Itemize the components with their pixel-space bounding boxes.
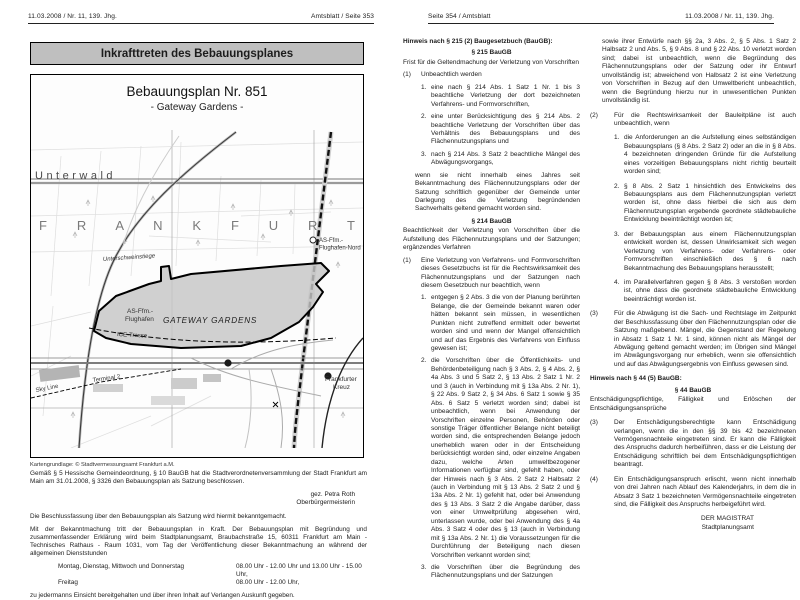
label-frankfurter-kreuz-1: Frankfurter	[325, 376, 357, 383]
page-354	[400, 0, 800, 600]
label-as-ffm-2: Flughafen	[125, 316, 154, 323]
item-text: die Anforderungen an die Aufstellung eines selbständigen Bebauungsplans (§ 8 Abs. 2 Satz 2) oder an die in § 8 Abs. 4 bezeichneten dringenden Gründe für die Aufstellung eines vorzeitigen Bebauungsplans nicht richtig beurteilt worden sind;	[624, 134, 796, 176]
label-terminal-2: Terminal 2	[92, 374, 121, 384]
article-title: Inkrafttreten des Bebauungsplanes	[100, 47, 294, 60]
hours-days-1: Montag, Dienstag, Mittwoch und Donnerstag	[58, 562, 185, 570]
header-page-number: Seite 354 / Amtsblatt	[428, 13, 491, 20]
signature-title: Oberbürgermeisterin	[296, 499, 355, 507]
legal-column-1	[403, 38, 580, 590]
signature-name: DER MAGISTRAT	[701, 515, 754, 523]
map-title: Bebauungsplan Nr. 851	[126, 84, 268, 99]
item-text: die Vorschriften über die Begründung des Flächennutzungsplans und der Satzungen	[431, 563, 580, 580]
signature-name: gez. Petra Roth	[310, 491, 355, 498]
paragraph-215-tail: wenn sie nicht innerhalb eines Jahres seit Bekanntmachung des Flächennutzungsplans oder der Satzung schriftlich gegenüber der Gemeinde unter Darlegung des die Verletzung begründenden Sachverhalts geltend gemacht worden sind.	[415, 171, 580, 213]
item-number: 2.	[614, 182, 620, 190]
label-as-ffm-nord-1: AS-Ffm.-	[319, 238, 343, 244]
office-hours-row	[58, 579, 367, 587]
page-353-header	[28, 13, 374, 24]
label-as-ffm-nord-2: Flughafen-Nord	[319, 245, 361, 252]
hinweis-44-heading: Hinweis nach § 44 (5) BauGB:	[590, 375, 682, 383]
item-number: 3.	[421, 150, 427, 158]
item-number: 1.	[614, 134, 620, 142]
item-text: nach § 214 Abs. 3 Satz 2 beachtliche Mängel des Abwägungsvorgangs,	[431, 150, 580, 167]
item-number: 1.	[421, 83, 427, 91]
signature-block	[30, 491, 367, 508]
article-title-box	[30, 42, 364, 65]
header-page-number: Amtsblatt / Seite 353	[311, 13, 374, 20]
item-number: 4.	[614, 278, 620, 286]
item-text: eine unter Berücksichtigung des § 214 Abs. 2 beachtliche Verletzung der Vorschriften über das Verhältnis des Bebauungsplans und des Flächennutzungsplans und	[431, 113, 580, 146]
hours-days-2: Freitag	[58, 578, 78, 586]
paragraph-44-3	[590, 419, 796, 470]
paragraph-text: Unbeachtlich werden	[421, 71, 482, 79]
label-ice-trasse: ICE-Trasse	[116, 332, 148, 340]
buildings	[39, 365, 221, 405]
header-date: 11.03.2008 / Nr. 11, 139. Jhg.	[685, 13, 774, 20]
paragraph-text: Ein Entschädigungsanspruch erlischt, wenn nicht innerhalb von drei Jahren nach Ablauf des Kalenderjahrs, in dem die in Absatz 3 Satz 1 bezeichneten Vermögensnachteile eingetreten sind, die Fälligkeit des Anspruchs herbeigeführt wird.	[614, 475, 796, 508]
city-map	[31, 116, 363, 448]
item-text: § 8 Abs. 2 Satz 1 hinsichtlich des Entwickelns des Bebauungsplans aus dem Flächennutzungsplan verletzt worden ist, ohne dass hierbei die sich aus dem Flächennutzungsplan ergebende geordnete städtebauliche Entwicklung beeinträchtigt worden ist;	[624, 182, 796, 224]
label-unterschweinstiege: Unterschweinstiege	[102, 253, 156, 263]
section-214-subtitle: Beachtlichkeit der Verletzung von Vorschriften über die Aufstellung des Flächennutzungsplans und der Satzungen; ergänzendes Verfahren	[403, 227, 580, 252]
closing-paragraph: zu jedermanns Einsicht bereitgehalten und über ihren Inhalt auf Verlangen Auskunft gegeben.	[30, 591, 295, 599]
item-number: 3.	[421, 563, 427, 571]
section-44-subtitle: Entschädigungspflichtige, Fälligkeit und Erlöschen der Entschädigungsansprüche	[590, 396, 796, 412]
paragraph-tag: (3)	[590, 310, 598, 318]
label-sky-line: Sky Line	[35, 383, 59, 394]
office-hours-row	[58, 563, 367, 579]
item-number: 1.	[421, 294, 427, 302]
list-item	[614, 134, 796, 176]
hours-times-2: 08.00 Uhr - 12.00 Uhr,	[236, 578, 300, 586]
item-number: 2.	[421, 113, 427, 121]
item-text: die Vorschriften über die Öffentlichkeits- und Behördenbeteiligung nach § 3 Abs. 2, § 4 Abs. 2, § 4a Abs. 3 und 5 Satz 2, § 13 Abs. 2 Satz 1 Nr. 2 und 3 (auch in Verbindung mit § 13a Abs. 2 Nr. 1), § 22 Abs. 9 Satz 2, § 34 Abs. 6 Satz 1 sowie § 35 Abs. 6 Satz 5 verletzt worden sind; dabei ist unbeachtlich, wenn bei Anwendung der Vorschriften einzelne Personen, Behörden oder sonstige Träger öffentlicher Belange nicht beteiligt worden sind, die entsprechenden Belange jedoch unerheblich waren oder in der Entscheidung berücksichtigt worden sind, oder einzelne Angaben dazu, welche Arten umweltbezogener Informationen verfügbar sind, gefehlt haben, oder der Hinweis nach § 3 Abs. 2 Satz 2 Halbsatz 2 (auch in Verbindung mit § 13 Abs. 2 Satz 2 und § 13a Abs. 2 Nr. 1) gefehlt hat, oder bei Anwendung des § 13 Abs. 3 Satz 2 die Angabe darüber, dass von einer Umweltprüfung abgesehen wird, unterlassen wurde, oder bei Anwendung des § 4a Abs. 3 Satz 4 oder des § 13 (auch in Verbindung mit § 13a Abs. 2 Nr. 1) die Voraussetzungen für die Durchführung der Beteiligung nach diesen Vorschriften verkannt worden sind;	[431, 357, 580, 559]
list-item	[421, 84, 580, 109]
paragraph-continuation: sowie ihrer Entwürfe nach §§ 2a, 3 Abs. 2, § 5 Abs. 1 Satz 2 Halbsatz 2 und Abs. 5, § 9 Abs. 8 und § 22 Abs. 10 verletzt worden sind; dabei ist unbeachtlich, wenn die Begründung des Flächennutzungsplans oder der Satzung oder ihr Entwurf unvollständig ist; abweichend von Halbsatz 2 ist eine Verletzung von Vorschriften in Bezug auf den Umweltbericht unbeachtlich, wenn die Begründung hierzu nur in unwesentlichen Punkten unvollständig ist.	[602, 38, 796, 105]
page-354-header	[428, 13, 774, 24]
legal-column-2	[590, 38, 796, 590]
paragraph-tag: (3)	[590, 419, 598, 427]
map-caption: Kartengrundlage: © Stadtvermessungsamt Frankfurt a.M.	[30, 461, 175, 468]
label-unterwald: Unterwald	[35, 170, 117, 182]
label-as-ffm-1: AS-Ffm.-	[127, 308, 153, 315]
paragraph-214-2	[590, 112, 796, 129]
item-text: der Bebauungsplan aus einem Flächennutzungsplan entwickelt worden ist, dessen Unwirksamkeit sich wegen Verletzung von Verfahrens- oder Verfahrens- oder Formvorschriften einschließlich des § 6 nach Bekanntmachung des Bebauungsplans herausstellt;	[624, 230, 796, 272]
paragraph-214-3	[590, 310, 796, 369]
paragraph-tag: (4)	[590, 475, 598, 483]
paragraph-text: Für die Rechtswirksamkeit der Bauleitpläne ist auch unbeachtlich, wenn	[614, 111, 796, 127]
signature-title: Stadtplanungsamt	[701, 524, 754, 532]
list-item	[421, 357, 580, 560]
section-214-heading: § 214 BauGB	[471, 217, 512, 225]
list-item	[421, 294, 580, 353]
label-frankfurter-kreuz-2: Kreuz	[333, 384, 350, 391]
paragraph-text: Eine Verletzung von Verfahrens- und Formvorschriften dieses Gesetzbuchs ist für die Rechtswirksamkeit des Flächennutzungsplans und der Satzungen nach diesem Gesetzbuch nur beachtlich, wenn	[421, 256, 580, 289]
section-215-heading: § 215 BauGB	[471, 49, 512, 57]
section-44-heading: § 44 BauGB	[674, 386, 712, 394]
interchange-arc	[322, 338, 363, 448]
label-gateway-gardens: GATEWAY GARDENS	[163, 316, 258, 325]
hinweis-215-heading: Hinweis nach § 215 (2) Baugesetzbuch (BauGB):	[403, 38, 553, 45]
paragraph-215-1	[403, 71, 580, 79]
paragraph-tag: (2)	[590, 111, 598, 119]
list-item	[421, 564, 580, 581]
crossing-mark	[273, 402, 278, 407]
page-353-text	[30, 470, 367, 600]
paragraph-text: Für die Abwägung ist die Sach- und Rechtslage im Zeitpunkt der Beschlussfassung über den Flächennutzungsplan oder die Satzung maßgebend. Mängel, die Gegenstand der Regelung in Absatz 1 Satz 1 Nr. 1 sind, können nicht als Mängel der Abwägung geltend gemacht werden; im Übrigen sind Mängel im Abwägungsvorgang nur erheblich, wenn sie offensichtlich und auf das Abwägungsergebnis von Einfluss gewesen sind.	[614, 310, 796, 368]
hours-times-1: 08.00 Uhr - 12.00 Uhr und 13.00 Uhr - 15.00 Uhr,	[236, 562, 362, 578]
map-figure	[30, 74, 364, 458]
item-number: 3.	[614, 230, 620, 238]
list-item	[614, 183, 796, 225]
announcement-paragraph: Die Beschlussfassung über den Bebauungsplan als Satzung wird hiermit bekanntgemacht.	[30, 512, 287, 520]
magistrat-signature	[590, 515, 796, 533]
office-hours	[30, 563, 367, 587]
section-215-subtitle: Frist für die Geltendmachung der Verletzung von Vorschriften	[403, 58, 579, 66]
list-item	[614, 279, 796, 304]
item-text: eine nach § 214 Abs. 1 Satz 1 Nr. 1 bis 3 beachtliche Verletzung der dort bezeichneten Verfahrens- und Formvorschriften,	[431, 83, 580, 108]
paragraph-44-4	[590, 476, 796, 510]
label-frankfurt: F R A N K F U R T	[39, 218, 355, 233]
list-item	[421, 113, 580, 147]
item-text: im Parallelverfahren gegen § 8 Abs. 3 verstoßen worden ist, ohne dass die geordnete städtebauliche Entwicklung beeinträchtigt worden ist.	[624, 278, 796, 303]
header-date: 11.03.2008 / Nr. 11, 139. Jhg.	[28, 13, 117, 20]
item-number: 2.	[421, 357, 427, 365]
paragraph-tag: (1)	[403, 71, 411, 79]
map-subtitle: - Gateway Gardens -	[150, 102, 244, 113]
paragraph-tag: (1)	[403, 256, 411, 264]
list-item	[421, 151, 580, 168]
inspection-paragraph: Mit der Bekanntmachung tritt der Bebauungsplan in Kraft. Der Bebauungsplan mit Begründung und zusammenfassender Erklärung wird beim Stadtplanungsamt, Braubachstraße 15, 60311 Frankfurt am Main - Technisches Rathaus - Raum 1031, vom Tag der Veröffentlichung dieser Bekanntmachung an während der allgemeinen Dienststunden	[30, 525, 367, 557]
item-text: entgegen § 2 Abs. 3 die von der Planung berührten Belange, die der Gemeinde bekannt waren oder hätten bekannt sein müssen, in wesentlichen Punkten nicht zutreffend ermittelt oder bewertet worden sind und wenn der Mangel offensichtlich und auf das Ergebnis des Verfahrens von Einfluss gewesen ist;	[431, 294, 580, 352]
paragraph-text: Der Entschädigungsberechtigte kann Entschädigung verlangen, wenn die in den §§ 39 bis 42 bezeichneten Vermögensnachteile eingetreten sind. Er kann die Fälligkeit des Anspruchs dadurch herbeiführen, dass er die Leistung der Entschädigung schriftlich bei dem Entschädigungspflichtigen beantragt.	[614, 419, 796, 469]
paragraph-214-1	[403, 257, 580, 291]
list-item	[614, 231, 796, 273]
resolution-paragraph: Gemäß § 5 Hessische Gemeindeordnung, § 10 BauGB hat die Stadtverordnetenversammlung der Stadt Frankfurt am Main am 31.01.2008, § 3326 den Bebauungsplan als Satzung beschlossen.	[30, 470, 367, 485]
